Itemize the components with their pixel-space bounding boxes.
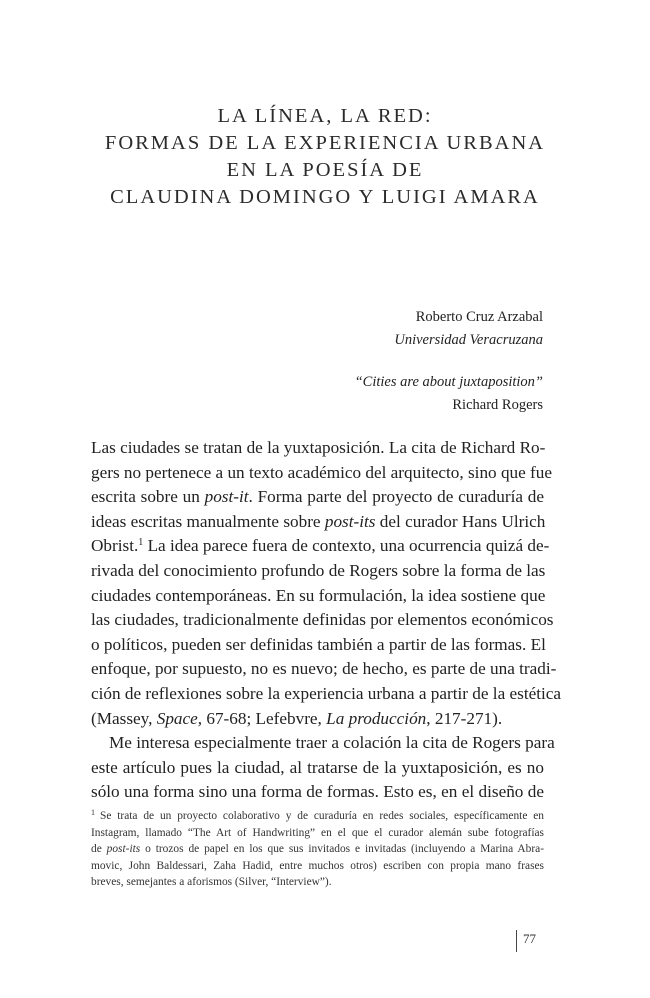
title-line: CLAUDINA DOMINGO Y LUIGI AMARA <box>110 186 540 208</box>
footnote-number: 1 <box>91 808 95 817</box>
body-line: (Massey, Space, 67-68; Lefebvre, La producción, 217-271). <box>91 708 503 728</box>
footnote-ref[interactable]: 1 <box>138 537 144 549</box>
body-line: rivada del conocimiento profundo de Rogers sobre la forma de las <box>91 560 546 580</box>
epigraph-attribution: Richard Rogers <box>452 397 543 413</box>
body-line: Me interesa especialmente traer a colación la cita de Rogers para <box>109 733 555 753</box>
author-block <box>394 306 543 352</box>
footnote-line: breves, semejantes a aforismos (Silver, “Interview”). <box>91 876 332 889</box>
body-line: ideas escritas manualmente sobre post-its del curador Hans Ulrich <box>91 511 546 531</box>
title-line: FORMAS DE LA EXPERIENCIA URBANA <box>104 132 546 154</box>
body-line: Las ciudades se tratan de la yuxtaposición. La cita de Richard Ro- <box>91 438 546 457</box>
author-affiliation: Universidad Veracruzana <box>394 332 543 348</box>
title-line: LA LÍNEA, LA RED: <box>217 105 433 127</box>
footnote-line: de post-its o trozos de papel en los que sus invitados e invitadas (incluyendo a Marina Abra- <box>91 843 544 856</box>
author-name: Roberto Cruz Arzabal <box>415 309 543 325</box>
footnote-line: Instagram, llamado “The Art of Handwriting” en el que el curador alemán sube fotografías <box>91 826 544 839</box>
epigraph-quote: “Cities are about juxtaposition” <box>354 374 543 390</box>
body-line: escrita sobre un post-it. Forma parte del proyecto de curaduría de <box>91 487 544 507</box>
body-text <box>91 436 562 805</box>
body-line: o políticos, pueden ser definidas también a partir de las formas. El <box>91 634 546 654</box>
body-line: gers no pertenece a un texto académico del arquitecto, sino que fue <box>91 462 552 482</box>
body-line: Obrist.$^1$ La idea parece fuera de contexto, una ocurrencia quizá de- <box>91 536 550 556</box>
footnote <box>91 805 544 891</box>
footnote-line: $^1$ Se trata de un proyecto colaborativo y de curaduría en redes sociales, específicamente en <box>91 808 544 822</box>
body-line: ciudades contemporáneas. En su formulación, la idea sostiene que <box>91 585 546 605</box>
page-number: 77 <box>516 930 536 952</box>
body-line: este artículo pues la ciudad, al tratarse de la yuxtaposición, es no <box>91 757 544 777</box>
title-line: EN LA POESÍA DE <box>226 159 424 181</box>
epigraph <box>355 371 543 417</box>
article-title <box>70 103 580 211</box>
body-line: ción de reflexiones sobre la experiencia urbana a partir de la estética <box>91 683 562 703</box>
body-line: enfoque, por supuesto, no es nuevo; de hecho, es parte de una tradi- <box>91 659 557 679</box>
footnote-line: movic, John Baldessari, Zaha Hadid, entre muchos otros) escriben con propia mano frases <box>91 859 544 872</box>
body-line: las ciudades, tradicionalmente definidas por elementos económicos <box>91 610 554 630</box>
body-line: sólo una forma sino una forma de formas. Esto es, en el diseño de <box>91 782 544 802</box>
